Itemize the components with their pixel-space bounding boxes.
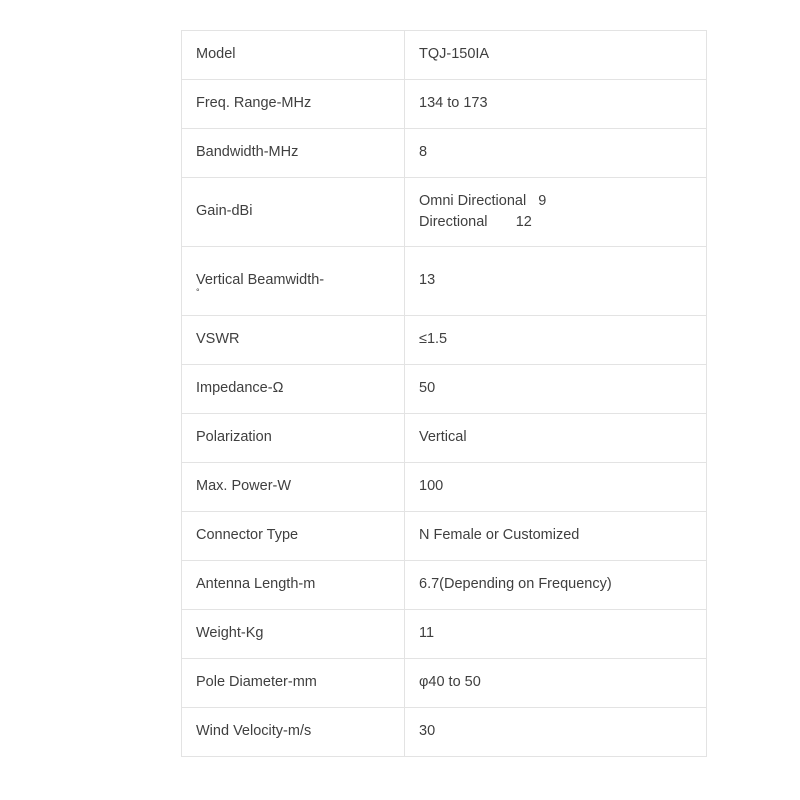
table-row	[182, 561, 707, 610]
row-value: 30	[405, 708, 707, 757]
table-row	[182, 316, 707, 365]
row-value: 50	[405, 365, 707, 414]
table-row	[182, 414, 707, 463]
row-label: Bandwidth-MHz	[182, 129, 405, 178]
gain-omni-line: Omni Directional 9	[419, 192, 547, 209]
row-label: Vertical Beamwidth- °	[182, 247, 405, 316]
table-row	[182, 610, 707, 659]
table-row	[182, 463, 707, 512]
row-label: Connector Type	[182, 512, 405, 561]
row-label: Gain-dBi	[182, 178, 405, 247]
table-body	[182, 31, 707, 757]
specification-table-container	[181, 30, 650, 757]
table-row	[182, 129, 707, 178]
row-label: Max. Power-W	[182, 463, 405, 512]
row-value: 100	[405, 463, 707, 512]
row-value: Vertical	[405, 414, 707, 463]
row-value: ≤1.5	[405, 316, 707, 365]
row-label: Polarization	[182, 414, 405, 463]
row-value: φ40 to 50	[405, 659, 707, 708]
row-label: Model	[182, 31, 405, 80]
gain-directional-line: Directional 12	[419, 214, 532, 230]
row-label: Wind Velocity-m/s	[182, 708, 405, 757]
row-value: TQJ-150IA	[405, 31, 707, 80]
vertical-beamwidth-label-line1: Vertical Beamwidth-	[196, 272, 325, 289]
table-row	[182, 31, 707, 80]
row-label: Freq. Range-MHz	[182, 80, 405, 129]
row-value: 134 to 173	[405, 80, 707, 129]
table-row	[182, 178, 707, 247]
table-row	[182, 80, 707, 129]
specification-table	[181, 30, 707, 757]
row-value: N Female or Customized	[405, 512, 707, 561]
row-label: VSWR	[182, 316, 405, 365]
row-label: Pole Diameter-mm	[182, 659, 405, 708]
table-row	[182, 512, 707, 561]
row-value: 11	[405, 610, 707, 659]
row-value: 6.7(Depending on Frequency)	[405, 561, 707, 610]
row-label: Impedance-Ω	[182, 365, 405, 414]
row-value: 8	[405, 129, 707, 178]
row-value: 13	[405, 247, 707, 316]
row-value	[405, 178, 707, 247]
table-row	[182, 247, 707, 316]
table-row	[182, 708, 707, 757]
row-label: Antenna Length-m	[182, 561, 405, 610]
table-row	[182, 659, 707, 708]
row-label: Weight-Kg	[182, 610, 405, 659]
table-row	[182, 365, 707, 414]
